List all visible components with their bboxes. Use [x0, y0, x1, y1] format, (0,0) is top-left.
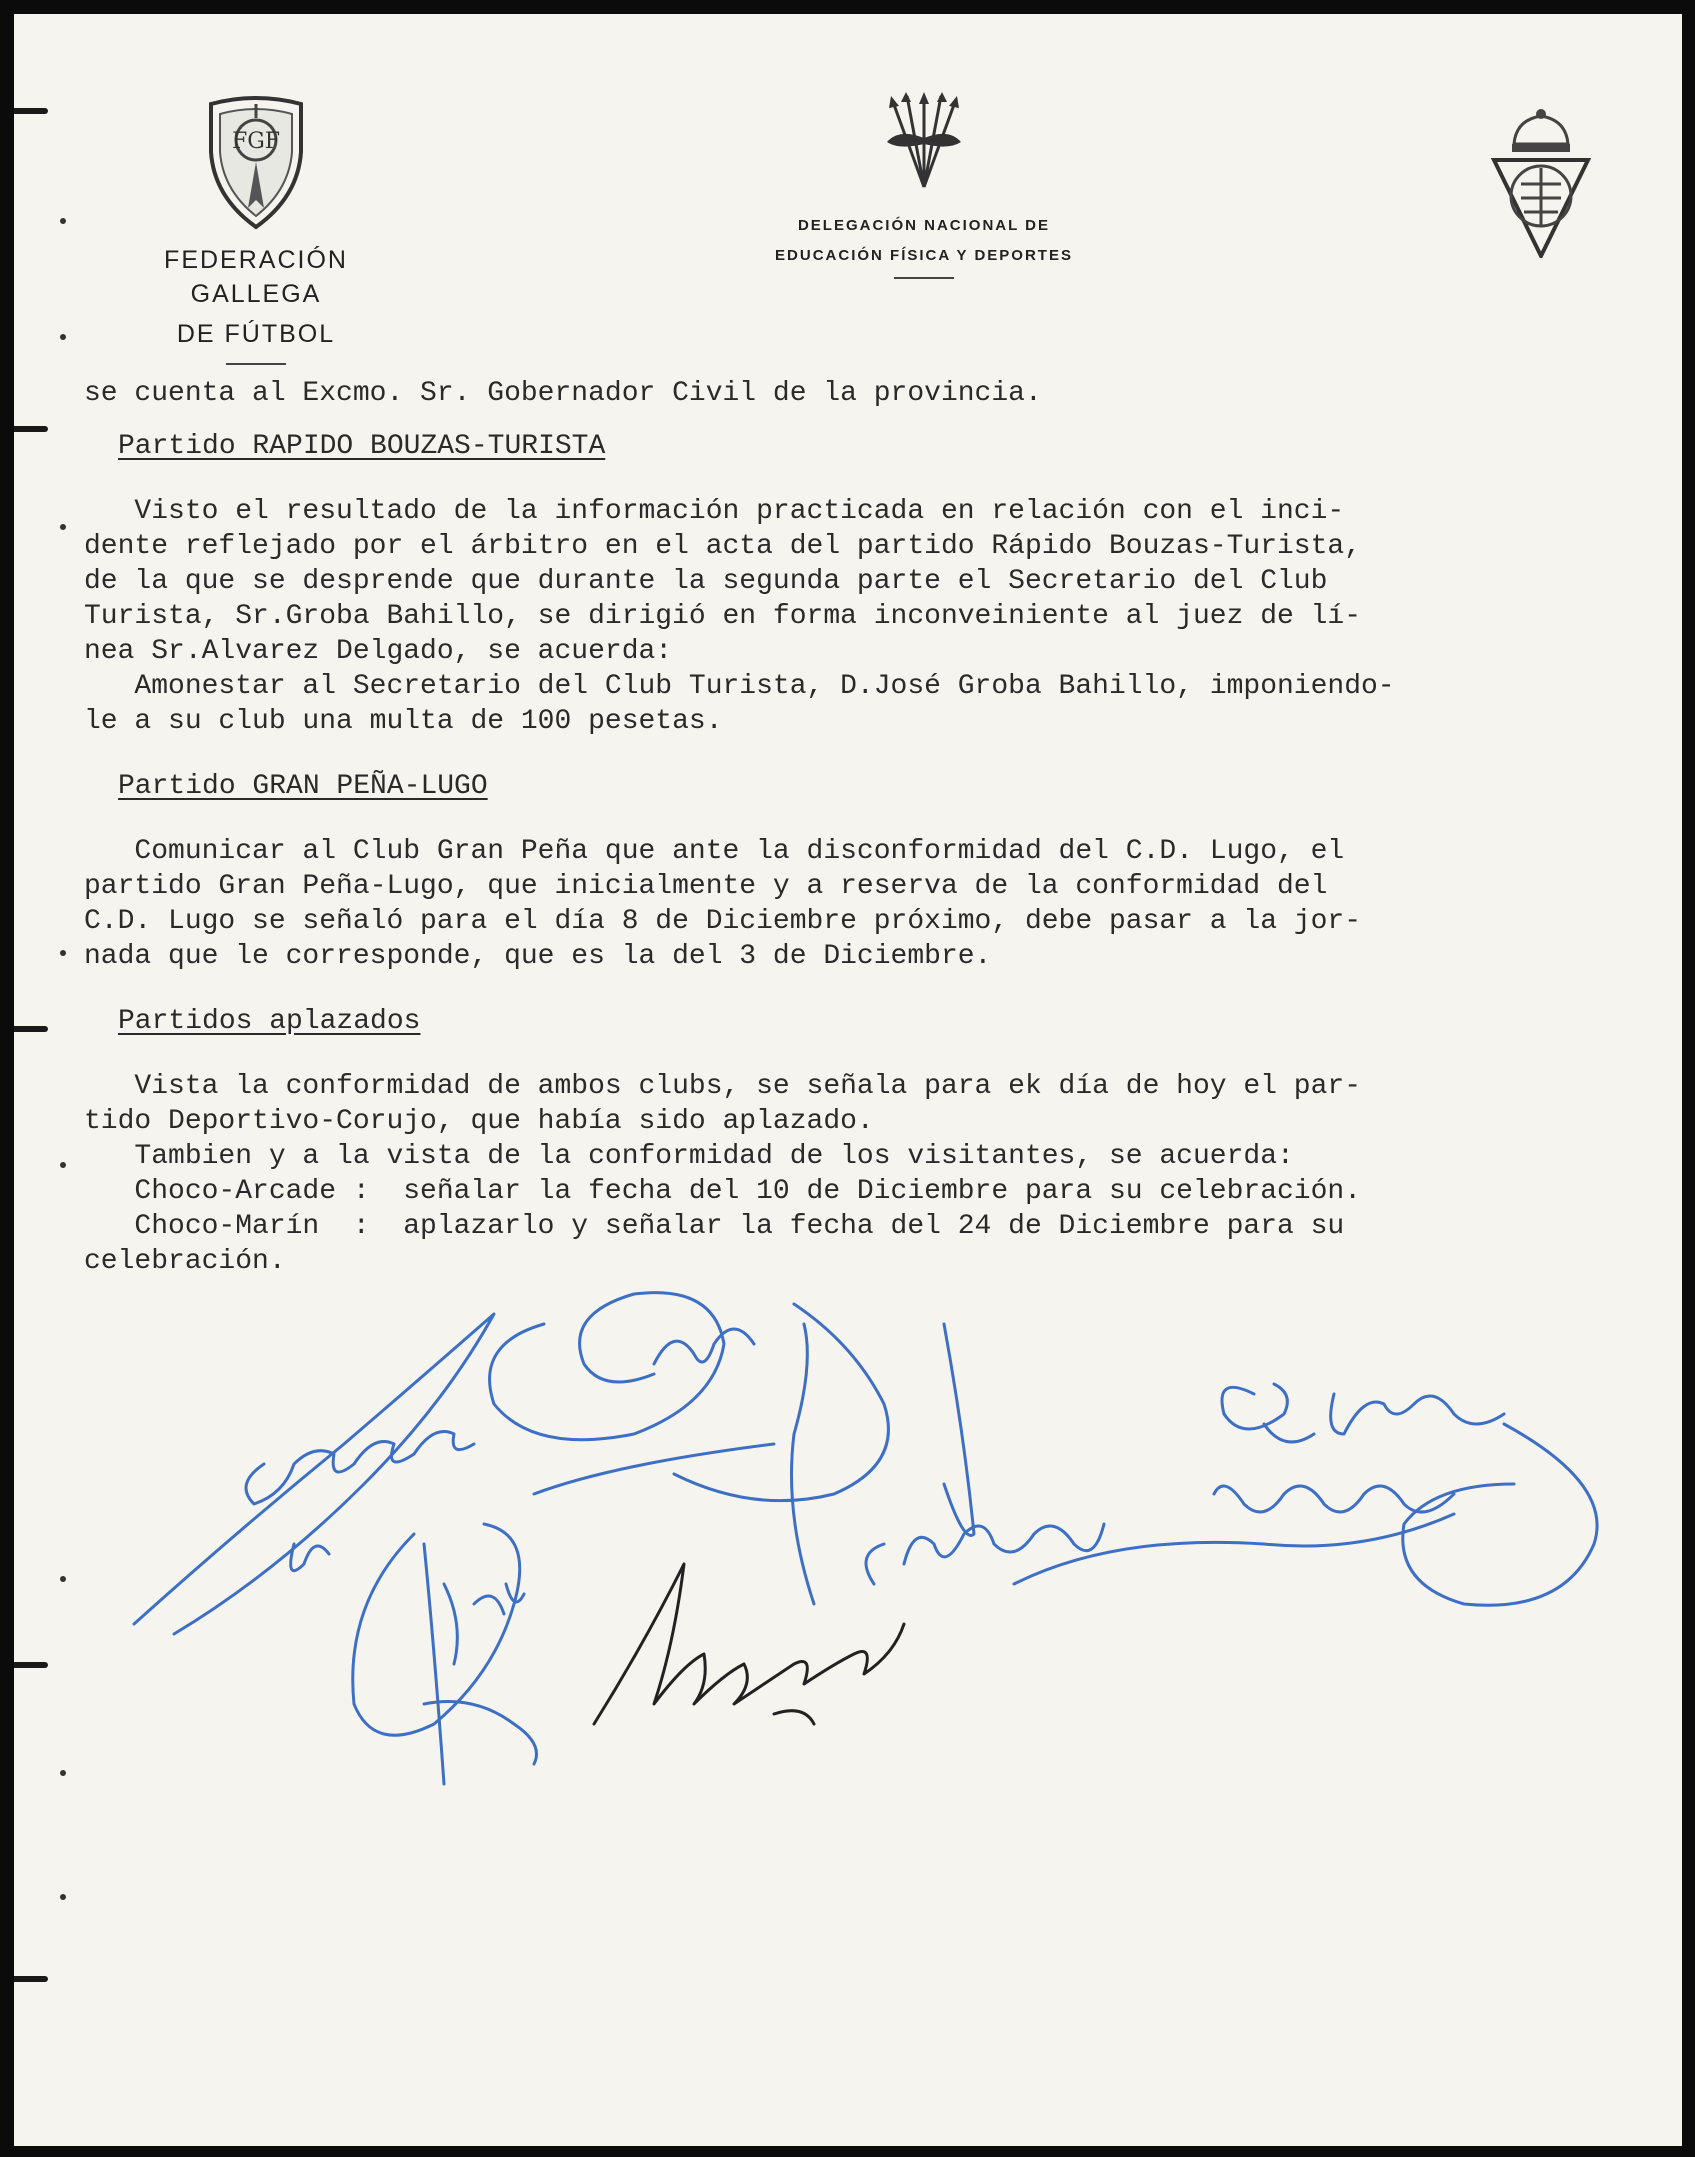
- header-rule: [226, 363, 286, 365]
- signature: [674, 1304, 888, 1501]
- signature: [774, 1711, 814, 1724]
- shield-crest-icon: [206, 92, 306, 232]
- section1-line: Amonestar al Secretario del Club Turista, D.José Groba Bahillo, imponiendo-: [84, 671, 1395, 702]
- margin-mark: [60, 334, 66, 340]
- binder-hole: [14, 426, 48, 432]
- royal-crest: [1486, 108, 1596, 263]
- signature: [944, 1324, 974, 1535]
- section1-line: le a su club una multa de 100 pesetas.: [84, 706, 723, 737]
- svg-text:FGF: FGF: [231, 129, 281, 154]
- signature: [866, 1544, 884, 1584]
- delegation-name-line1: DELEGACIÓN NACIONAL DE: [797, 217, 1051, 234]
- section2-line: partido Gran Peña-Lugo, que inicialmente y a reserva de la conformidad del: [84, 871, 1328, 902]
- margin-mark: [60, 218, 66, 224]
- binder-hole: [14, 1976, 48, 1982]
- section3-line: Vista la conformidad de ambos clubs, se señala para ek día de hoy el par-: [84, 1071, 1362, 1102]
- federation-letterhead: [106, 92, 406, 365]
- signature: [1403, 1424, 1597, 1605]
- section2-line: nada que le corresponde, que es la del 3 de Diciembre.: [84, 941, 992, 972]
- signature: [444, 1584, 524, 1664]
- federation-name-line2: DE FÚTBOL: [176, 320, 336, 348]
- margin-mark: [60, 1576, 66, 1582]
- section1-line: Visto el resultado de la información practicada en relación con el inci-: [84, 496, 1345, 527]
- section3-line: celebración.: [84, 1246, 286, 1277]
- margin-mark: [60, 524, 66, 530]
- margin-mark: [60, 1894, 66, 1900]
- section1-line: nea Sr.Alvarez Delgado, se acuerda:: [84, 636, 673, 667]
- crowned-crest-icon: [1486, 108, 1596, 258]
- signature: [792, 1324, 815, 1604]
- document-page: [14, 14, 1682, 2146]
- section3-line: Choco-Marín : aplazarlo y señalar la fecha del 24 de Diciembre para su: [84, 1211, 1345, 1242]
- intro-line: se cuenta al Excmo. Sr. Gobernador Civil de la provincia.: [84, 378, 1042, 409]
- signature: [654, 1329, 754, 1364]
- section2-line: C.D. Lugo se señaló para el día 8 de Diciembre próximo, debe pasar a la jor-: [84, 906, 1362, 937]
- signature: [1264, 1394, 1504, 1442]
- delegation-name-line2: EDUCACIÓN FÍSICA Y DEPORTES: [775, 247, 1073, 264]
- margin-mark: [60, 950, 66, 956]
- binder-hole: [14, 108, 48, 114]
- section3-line: Tambien y a la vista de la conformidad de los visitantes, se acuerda:: [84, 1141, 1294, 1172]
- header-rule: [894, 277, 954, 279]
- section3-line: tido Deportivo-Corujo, que había sido aplazado.: [84, 1106, 874, 1137]
- signature: [594, 1564, 904, 1724]
- section-heading-rapido-bouzas: Partido RAPIDO BOUZAS-TURISTA: [118, 431, 606, 462]
- signature: [424, 1544, 444, 1784]
- signature: [1222, 1384, 1287, 1429]
- document-body: [84, 376, 1664, 1279]
- section1-line: de la que se desprende que durante la segunda parte el Secretario del Club: [84, 566, 1328, 597]
- yoke-and-arrows-icon: [879, 92, 969, 192]
- binder-hole: [14, 1662, 48, 1668]
- signature: [904, 1524, 1104, 1564]
- section-heading-gran-pena: Partido GRAN PEÑA-LUGO: [118, 771, 488, 802]
- signature: [134, 1314, 494, 1634]
- margin-mark: [60, 1770, 66, 1776]
- federation-name-line1: FEDERACIÓN GALLEGA: [164, 246, 348, 308]
- section3-line: Choco-Arcade : señalar la fecha del 10 de Diciembre para su celebración.: [84, 1176, 1362, 1207]
- margin-mark: [60, 1162, 66, 1168]
- signature: [534, 1444, 774, 1494]
- section1-line: Turista, Sr.Groba Bahillo, se dirigió en forma inconveiniente al juez de lí-: [84, 601, 1362, 632]
- signatures-area: [114, 1284, 1634, 1824]
- section1-line: dente reflejado por el árbitro en el acta del partido Rápido Bouzas-Turista,: [84, 531, 1362, 562]
- section-heading-aplazados: Partidos aplazados: [118, 1006, 421, 1037]
- section2-line: Comunicar al Club Gran Peña que ante la disconformidad del C.D. Lugo, el: [84, 836, 1345, 867]
- signature: [246, 1432, 474, 1505]
- binder-hole: [14, 1026, 48, 1032]
- delegation-letterhead: [714, 92, 1134, 279]
- signature: [490, 1293, 724, 1440]
